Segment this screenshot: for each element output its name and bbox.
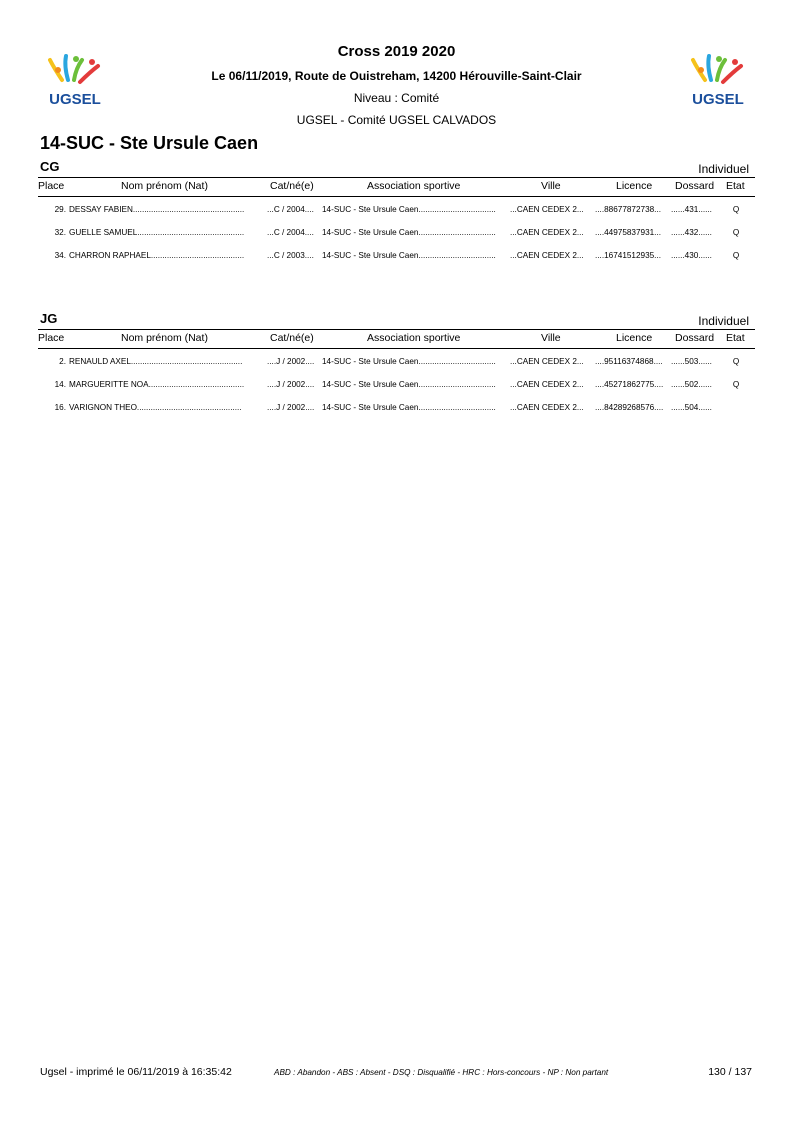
- cell-asso: 14-SUC - Ste Ursule Caen..................................: [322, 357, 496, 366]
- footer-page-number: 130 / 137: [708, 1066, 752, 1078]
- cell-ville: ...CAEN CEDEX 2...: [510, 380, 584, 389]
- col-place: Place: [38, 180, 65, 192]
- cell-etat: Q: [732, 205, 740, 214]
- ugsel-logo-left: [40, 50, 110, 108]
- cell-place: 34.: [54, 251, 66, 260]
- section-type: Individuel: [698, 314, 749, 328]
- col-asso: Association sportive: [367, 180, 461, 192]
- cell-place: 32.: [54, 228, 66, 237]
- cell-dossard: ......502......: [671, 380, 712, 389]
- cell-licence: ....84289268576....: [595, 403, 664, 412]
- cell-etat: Q: [732, 228, 740, 237]
- footer-printed: Ugsel - imprimé le 06/11/2019 à 16:35:42: [40, 1066, 232, 1078]
- cell-place: 2.: [59, 357, 66, 366]
- table-row: [38, 220, 755, 243]
- cell-licence: ....16741512935...: [595, 251, 662, 260]
- cell-place: 14.: [54, 380, 66, 389]
- event-committee: UGSEL - Comité UGSEL CALVADOS: [296, 113, 497, 127]
- cell-dossard: ......503......: [671, 357, 712, 366]
- cell-dossard: ......504......: [671, 403, 712, 412]
- event-title: Cross 2019 2020: [337, 43, 456, 60]
- cell-place: 29.: [54, 205, 66, 214]
- cell-dossard: ......431......: [671, 205, 712, 214]
- cell-asso: 14-SUC - Ste Ursule Caen..................................: [322, 205, 496, 214]
- cell-licence: ....44975837931...: [595, 228, 662, 237]
- cell-dossard: ......430......: [671, 251, 712, 260]
- cell-licence: ....45271862775....: [595, 380, 664, 389]
- cell-licence: ....88677872738...: [595, 205, 662, 214]
- cell-asso: 14-SUC - Ste Ursule Caen..................................: [322, 403, 496, 412]
- col-licence: Licence: [616, 180, 653, 192]
- cell-dossard: ......432......: [671, 228, 712, 237]
- cell-ville: ...CAEN CEDEX 2...: [510, 205, 584, 214]
- footer-legend: ABD : Abandon - ABS : Absent - DSQ : Disqualifié - HRC : Hors-concours - NP : Non partant: [274, 1068, 609, 1077]
- col-dossard: Dossard: [675, 180, 715, 192]
- col-nom: Nom prénom (Nat): [121, 332, 208, 344]
- cell-asso: 14-SUC - Ste Ursule Caen..................................: [322, 251, 496, 260]
- col-ville: Ville: [541, 332, 561, 344]
- cell-cat: ....J / 2002....: [267, 380, 315, 389]
- cell-asso: 14-SUC - Ste Ursule Caen..................................: [322, 380, 496, 389]
- col-licence: Licence: [616, 332, 653, 344]
- logo-text: UGSEL: [692, 91, 744, 108]
- cell-licence: ....95116374868....: [595, 357, 663, 366]
- cell-nom: CHARRON RAPHAEL.........................................: [69, 251, 245, 260]
- results-section-cg: [38, 157, 755, 266]
- col-nom: Nom prénom (Nat): [121, 180, 208, 192]
- event-subtitle: Le 06/11/2019, Route de Ouistreham, 14200 Hérouville-Saint-Clair: [211, 69, 582, 83]
- cell-place: 16.: [54, 403, 66, 412]
- cell-etat: Q: [732, 380, 740, 389]
- cell-asso: 14-SUC - Ste Ursule Caen..................................: [322, 228, 496, 237]
- section-category: JG: [40, 311, 58, 326]
- cell-nom: VARIGNON THEO..............................................: [69, 403, 242, 412]
- cell-cat: ....J / 2002....: [267, 357, 315, 366]
- cell-nom: GUELLE SAMUEL...............................................: [69, 228, 245, 237]
- col-ville: Ville: [541, 180, 561, 192]
- table-row: [38, 372, 755, 395]
- logo-text: UGSEL: [49, 91, 101, 108]
- cell-ville: ...CAEN CEDEX 2...: [510, 251, 584, 260]
- section-category: CG: [40, 159, 60, 174]
- cell-nom: MARGUERITTE NOA..........................................: [69, 380, 245, 389]
- col-etat: Etat: [726, 180, 745, 192]
- table-row: [38, 243, 755, 266]
- results-section-jg: [38, 309, 755, 418]
- cell-ville: ...CAEN CEDEX 2...: [510, 228, 584, 237]
- col-asso: Association sportive: [367, 332, 461, 344]
- col-cat: Cat/né(e): [270, 180, 314, 192]
- club-title: 14-SUC - Ste Ursule Caen: [40, 133, 259, 153]
- table-row: [38, 349, 755, 372]
- cell-nom: RENAULD AXEL.................................................: [69, 357, 243, 366]
- cell-cat: ...C / 2004....: [267, 228, 314, 237]
- table-row: [38, 197, 755, 220]
- section-type: Individuel: [698, 162, 749, 176]
- table-header: [38, 177, 755, 197]
- col-etat: Etat: [726, 332, 745, 344]
- col-dossard: Dossard: [675, 332, 715, 344]
- cell-cat: ...C / 2004....: [267, 205, 314, 214]
- cell-etat: Q: [732, 357, 740, 366]
- ugsel-logo-right: [683, 50, 753, 108]
- table-row: [38, 395, 755, 418]
- cell-cat: ....J / 2002....: [267, 403, 315, 412]
- cell-ville: ...CAEN CEDEX 2...: [510, 403, 584, 412]
- table-header: [38, 329, 755, 349]
- col-place: Place: [38, 332, 65, 344]
- col-cat: Cat/né(e): [270, 332, 314, 344]
- cell-nom: DESSAY FABIEN.................................................: [69, 205, 245, 214]
- event-level: Niveau : Comité: [353, 91, 440, 105]
- cell-ville: ...CAEN CEDEX 2...: [510, 357, 584, 366]
- cell-etat: Q: [732, 251, 740, 260]
- cell-cat: ...C / 2003....: [267, 251, 314, 260]
